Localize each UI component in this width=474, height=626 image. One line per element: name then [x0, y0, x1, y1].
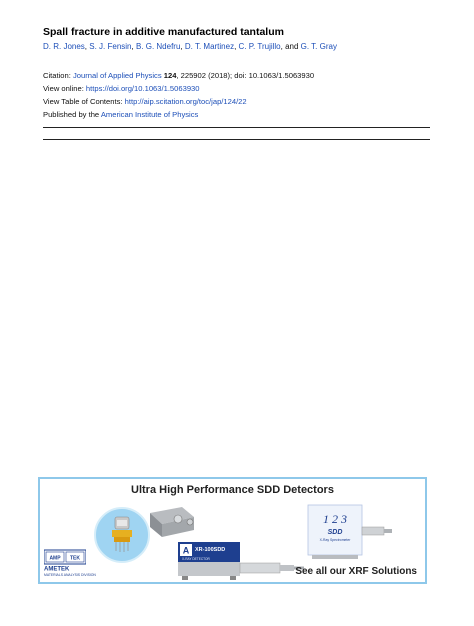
volume-number: 124 — [163, 71, 177, 80]
spectrometer-label: SDD — [327, 529, 343, 536]
detector-bubble-icon — [95, 508, 149, 562]
publisher-label: Published by the — [43, 110, 101, 119]
author-link-4[interactable]: D. T. Martinez — [184, 42, 235, 51]
citation-line — [43, 71, 314, 80]
author-list — [43, 42, 337, 51]
toc-line — [43, 97, 247, 106]
citation-label: Citation: — [43, 71, 73, 80]
ad-cta-link[interactable]: See all our XRF Solutions — [295, 566, 417, 577]
author-separator: , — [131, 42, 136, 51]
author-separator: , — [234, 42, 239, 51]
ad-headline: Ultra High Performance SDD Detectors — [131, 484, 334, 496]
author-link-1[interactable]: D. R. Jones — [43, 42, 85, 51]
ametek-logo — [44, 547, 86, 571]
connector-module-icon — [150, 507, 194, 537]
author-separator: , and — [280, 42, 301, 51]
journal-link[interactable]: Journal of Applied Physics — [72, 71, 162, 80]
author-link-6[interactable]: G. T. Gray — [300, 42, 337, 51]
logo-left-text: AMP — [49, 555, 61, 562]
publisher-line — [43, 110, 198, 119]
xr100sdd-detector-icon — [178, 542, 304, 580]
spectrometer-sublabel: X-Ray Spectrometer — [319, 538, 351, 542]
advertisement-banner[interactable] — [38, 477, 427, 584]
author-link-5[interactable]: C. P. Trujillo — [238, 42, 281, 51]
header-rule-top — [43, 127, 430, 128]
toc-label: View Table of Contents: — [43, 97, 125, 106]
author-separator: , — [180, 42, 185, 51]
view-online-line — [43, 84, 200, 93]
logo-right-text: TEK — [70, 555, 80, 562]
author-link-3[interactable]: B. G. Ndefru — [135, 42, 181, 51]
header-rule-bottom — [43, 139, 430, 140]
author-link-2[interactable]: S. J. Fensin — [89, 42, 132, 51]
article-title: Spall fracture in additive manufactured tantalum — [43, 26, 284, 38]
doi-link[interactable]: https://doi.org/10.1063/1.5063930 — [85, 84, 200, 93]
x123-sdd-spectrometer-icon — [308, 505, 392, 559]
publisher-link[interactable]: American Institute of Physics — [100, 110, 199, 119]
ametek-division-text: MATERIALS ANALYSIS DIVISION — [44, 573, 96, 577]
citation-details: , 225902 (2018); doi: 10.1063/1.5063930 — [176, 71, 315, 80]
detector-badge: A — [182, 545, 190, 556]
logo-brand-text: AMETEK — [44, 566, 70, 571]
view-online-label: View online: — [43, 84, 86, 93]
spectrometer-digits: 1 2 3 — [323, 512, 347, 526]
detector-label: XR-100SDD — [195, 547, 226, 553]
detector-sublabel: X-RAY DETECTOR — [182, 557, 210, 561]
toc-link[interactable]: http://aip.scitation.org/toc/jap/124/22 — [124, 97, 247, 106]
author-separator: , — [84, 42, 90, 51]
